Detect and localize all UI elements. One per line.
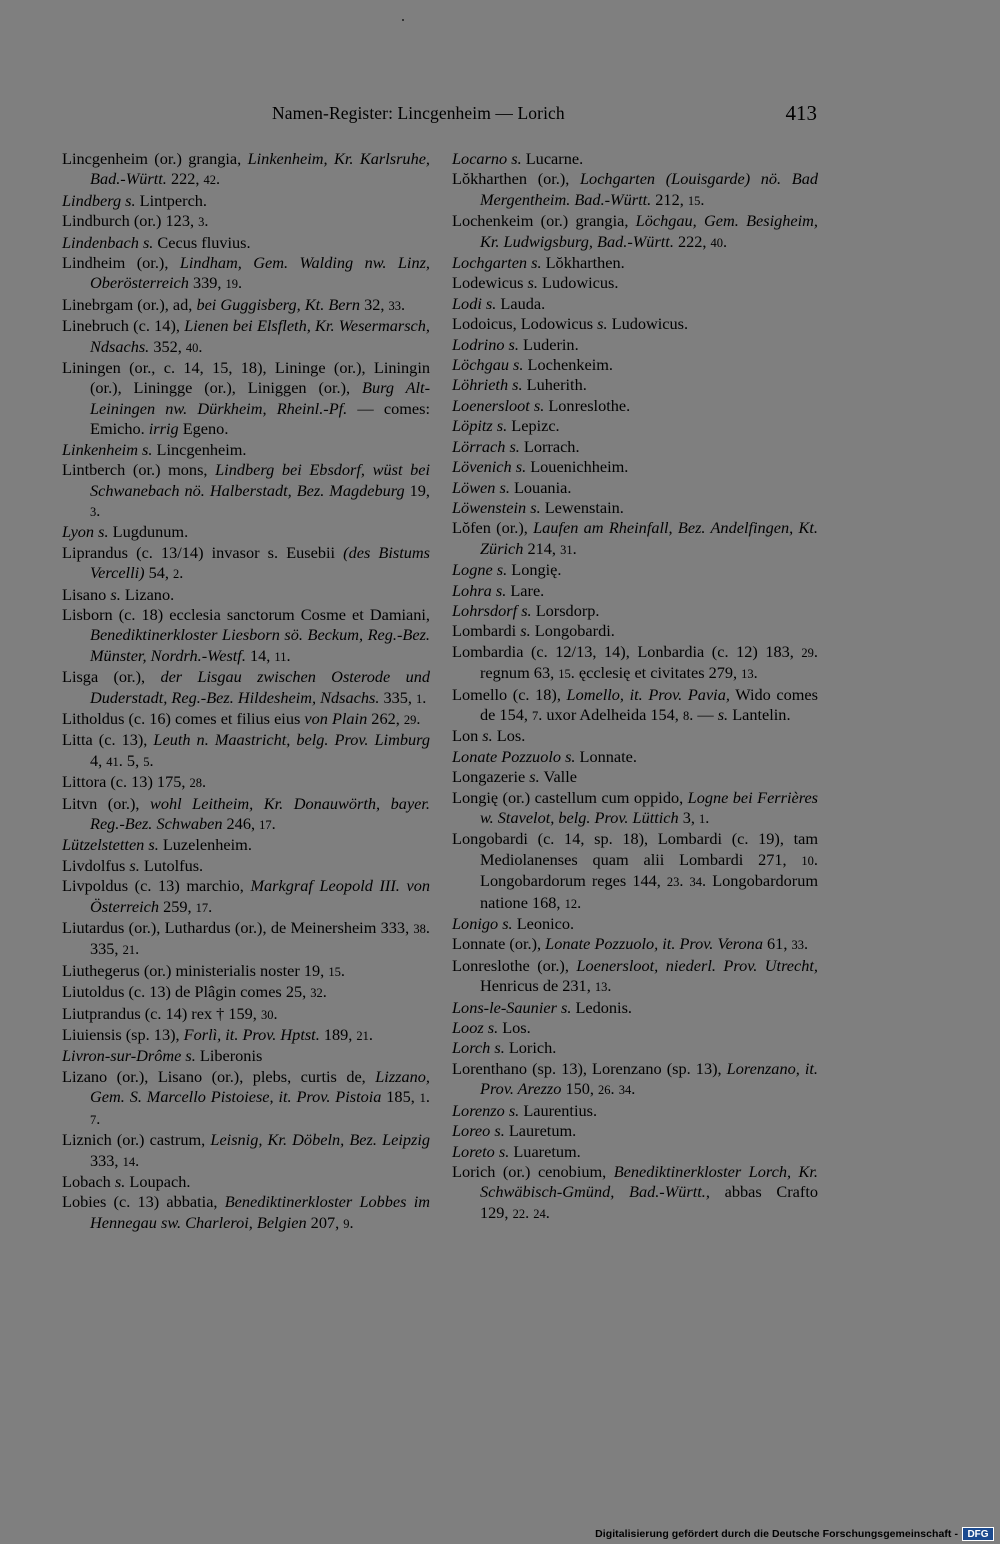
index-entry: Lonreslothe (or.), Loenersloot, niederl. Prov. Utrecht, Henricus de 231, 13.: [452, 955, 818, 996]
index-entry: Lorich (or.) cenobium, Benediktinerkloster Lorch, Kr. Schwäbisch-Gmünd, Bad.-Württ., abbas Crafto 129, 22. 24.: [452, 1161, 818, 1222]
index-entry: Liutoldus (c. 13) de Plâgin comes 25, 32.: [62, 982, 327, 1002]
index-entry: Lorch s. Lorich.: [452, 1038, 557, 1058]
index-entry: Lincgenheim (or.) grangia, Linkenheim, Kr. Karlsruhe, Bad.-Württ. 222, 42.: [62, 149, 431, 189]
index-entry: Lindberg s. Lintperch.: [62, 190, 208, 210]
index-entry: Lodrino s. Luderin.: [452, 334, 579, 354]
index-entry: Lohra s. Lare.: [452, 580, 545, 600]
index-entry: Liutprandus (c. 14) rex † 159, 30.: [62, 1003, 278, 1023]
footer-text: Digitalisierung gefördert durch die Deutsche Forschungsgemeinschaft -: [595, 1528, 958, 1540]
index-entry: Lövenich s. Louenichheim.: [452, 457, 629, 477]
index-entry: Longię (or.) castellum cum oppido, Logne bei Ferrières w. Stavelot, belg. Prov. Lüttich 3, 1.: [452, 787, 819, 827]
index-entry: Littora (c. 13) 175, 28.: [62, 772, 207, 792]
index-entry: Liningen (or., c. 14, 15, 18), Lininge (or.), Liningin (or.), Liningge (or.), Liniggen (or.), Burg Alt-Leiningen nw. Dürkheim, Rheinl.-Pf. — comes: Emicho. irrig Egeno.: [62, 358, 430, 439]
index-entry: Looz s. Los.: [452, 1018, 531, 1038]
index-entry: Löpitz s. Lepizc.: [452, 416, 560, 436]
index-entry: Longazerie s. Valle: [452, 767, 577, 787]
index-entry: Lisano s. Lizano.: [62, 584, 175, 604]
index-entry: Livdolfus s. Lutolfus.: [62, 855, 204, 875]
index-entry: Lindburch (or.) 123, 3.: [62, 211, 209, 231]
page-header: [62, 101, 817, 127]
index-entry: Löhrieth s. Luherith.: [452, 375, 587, 395]
index-entry: Lochgarten s. Lŏkharthen.: [452, 253, 625, 273]
index-entry: Litvn (or.), wohl Leitheim, Kr. Donauwörth, bayer. Reg.-Bez. Schwaben 246, 17.: [62, 793, 430, 833]
index-entry: Lonate Pozzuolo s. Lonnate.: [452, 746, 637, 766]
index-entry: Löwenstein s. Lewenstain.: [452, 497, 624, 517]
index-entry: Litholdus (c. 16) comes et filius eius von Plain 262, 29.: [62, 708, 421, 728]
index-entry: Lindheim (or.), Lindham, Gem. Walding nw. Linz, Oberösterreich 339, 19.: [62, 253, 431, 293]
index-entry: Lützelstetten s. Luzelenheim.: [62, 835, 252, 855]
index-entry: Lomello (c. 18), Lomello, it. Prov. Pavia, Wido comes de 154, 7. uxor Adelheida 154, 8. — s. Lantelin.: [452, 684, 818, 724]
index-entry: Linkenheim s. Lincgenheim.: [62, 439, 247, 459]
index-entry: Loreto s. Luaretum.: [452, 1141, 581, 1161]
index-entry: Lobies (c. 13) abbatia, Benediktinerkloster Lobbes im Hennegau sw. Charleroi, Belgien 207, 9.: [62, 1192, 431, 1232]
index-entry: Lodoicus, Lodowicus s. Ludowicus.: [452, 314, 689, 334]
index-entry: Lombardi s. Longobardi.: [452, 621, 615, 641]
scan-artifact: [402, 19, 404, 21]
index-entry: Lonigo s. Leonico.: [452, 914, 575, 934]
index-entry: Lohrsdorf s. Lorsdorp.: [452, 600, 600, 620]
index-entry: Lonnate (or.), Lonate Pozzuolo, it. Prov. Verona 61, 33.: [452, 934, 809, 954]
index-entry: Liutardus (or.), Luthardus (or.), de Meinersheim 333, 38. 335, 21.: [62, 918, 430, 959]
index-entry: Loenersloot s. Lonreslothe.: [452, 395, 631, 415]
index-entry: Linebruch (c. 14), Lienen bei Elsfleth, Kr. Wesermarsch, Ndsachs. 352, 40.: [62, 316, 430, 356]
page-number: 413: [785, 101, 817, 125]
index-entry: Litta (c. 13), Leuth n. Maastricht, belg. Prov. Limburg 4, 41. 5, 5.: [62, 730, 430, 770]
dfg-logo: DFG: [962, 1527, 994, 1541]
index-entry: Lintberch (or.) mons, Lindberg bei Ebsdorf, wüst bei Schwanebach nö. Halberstadt, Bez. Magdeburg 19, 3.: [62, 460, 430, 520]
index-entry: Liuiensis (sp. 13), Forlì, it. Prov. Hptst. 189, 21.: [62, 1025, 373, 1045]
index-entry: Liuthegerus (or.) ministerialis noster 19, 15.: [62, 960, 345, 980]
index-entry: Lodewicus s. Ludowicus.: [452, 273, 619, 293]
index-entry: Löchgau s. Lochenkeim.: [452, 355, 613, 375]
index-entry: Lisborn (c. 18) ecclesia sanctorum Cosme et Damiani, Benediktinerkloster Liesborn sö. Beckum, Reg.-Bez. Münster, Nordrh.-Westf. 14, 11.: [62, 604, 430, 665]
index-entry: Livron-sur-Drôme s. Liberonis: [62, 1046, 263, 1066]
index-entry: Lorenzo s. Laurentius.: [452, 1100, 598, 1120]
index-entry: Livpoldus (c. 13) marchio, Markgraf Leopold III. von Österreich 259, 17.: [62, 876, 431, 916]
index-entry: Lombardia (c. 12/13, 14), Lonbardia (c. 12) 183, 29. regnum 63, 15. ęcclesię et civitates 279, 13.: [452, 641, 818, 683]
index-entry: Lobach s. Loupach.: [62, 1171, 191, 1191]
index-entry: Lorenthano (sp. 13), Lorenzano (sp. 13), Lorenzano, it. Prov. Arezzo 150, 26. 34.: [452, 1058, 818, 1099]
footer: [0, 1526, 1000, 1544]
index-entry: Lons-le-Saunier s. Ledonis.: [452, 997, 632, 1017]
index-entry: Löwen s. Louania.: [452, 477, 572, 497]
running-title: Namen-Register: Lincgenheim — Lorich: [272, 103, 565, 123]
index-entry: Loreo s. Lauretum.: [452, 1121, 577, 1141]
index-entry: Lyon s. Lugdunum.: [62, 522, 189, 542]
index-entry: Lizano (or.), Lisano (or.), plebs, curtis de, Lizzano, Gem. S. Marcello Pistoiese, it. Prov. Pistoia 185, 1. 7.: [62, 1066, 430, 1128]
index-entry: Lodi s. Lauda.: [452, 293, 546, 313]
index-entry: Lŏkharthen (or.), Lochgarten (Louisgarde) nö. Bad Mergentheim. Bad.-Württ. 212, 15.: [452, 169, 819, 209]
index-entry: Lŏfen (or.), Laufen am Rheinfall, Bez. Andelfingen, Kt. Zürich 214, 31.: [452, 518, 818, 558]
index-entry: Lochenkeim (or.) grangia, Löchgau, Gem. Besigheim, Kr. Ludwigsburg, Bad.-Württ. 222, 40.: [452, 211, 818, 251]
index-entry: Lindenbach s. Cecus fluvius.: [62, 232, 251, 252]
index-entry: Longobardi (c. 14, sp. 18), Lombardi (c. 19), tam Mediolanenses quam alii Lombardi 271, 10. Longobardorum reges 144, 23. 34. Longobardorum natione 168, 12.: [452, 829, 819, 912]
index-entry: Lörrach s. Lorrach.: [452, 436, 580, 456]
index-entry: Liznich (or.) castrum, Leisnig, Kr. Döbeln, Bez. Leipzig 333, 14.: [62, 1130, 431, 1170]
right-column: [452, 149, 818, 1224]
index-entry: Lisga (or.), der Lisgau zwischen Osterode und Duderstadt, Reg.-Bez. Hildesheim, Ndsachs. 335, 1.: [62, 667, 430, 707]
index-entry: Linebrgam (or.), ad, bei Guggisberg, Kt. Bern 32, 33.: [62, 294, 406, 314]
index-entry: Liprandus (c. 13/14) invasor s. Eusebii (des Bistums Vercelli) 54, 2.: [62, 542, 430, 583]
left-column: [62, 149, 430, 1234]
index-entry: Logne s. Longię.: [452, 560, 562, 580]
index-entry: Lon s. Los.: [452, 726, 526, 746]
index-entry: Locarno s. Lucarne.: [452, 149, 584, 168]
